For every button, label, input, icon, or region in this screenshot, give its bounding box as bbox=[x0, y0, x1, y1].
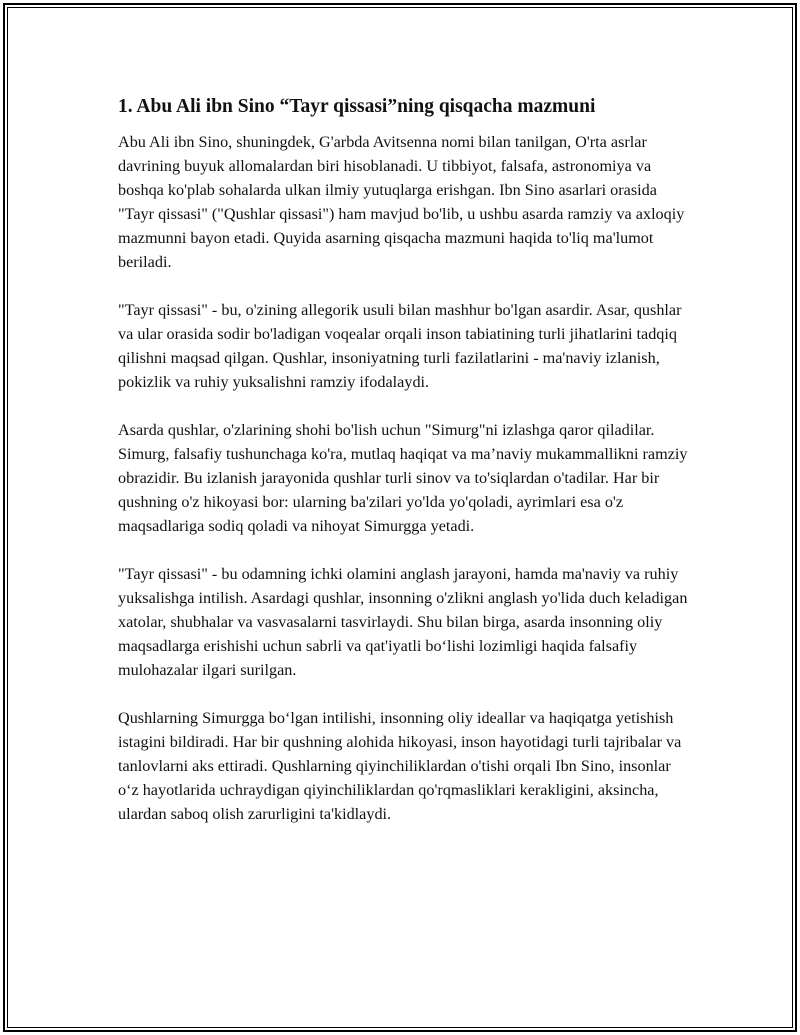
paragraph-inner-world: "Tayr qissasi" - bu odamning ichki olamini anglash jarayoni, hamda ma'naviy va ruhiy yuksalishga intilish. Asardagi qushlar, insonning o'zlikni anglash yo'lida duch keladigan xatolar, shubhalar va vasvasalarni tasvirlaydi. Shu bilan birga, asarda insonning oliy maqsadlarga erishishi uchun sabrli va qat'iyatli bo‘lishi lozimligi haqida falsafiy mulohazalar ilgari surilgan. bbox=[118, 565, 688, 679]
document-title: 1. Abu Ali ibn Sino “Tayr qissasi”ning qisqacha mazmuni bbox=[118, 96, 596, 117]
document-body bbox=[118, 94, 690, 850]
paragraph-simurg-quest: Asarda qushlar, o'zlarining shohi bo'lish uchun "Simurg"ni izlashga qaror qiladilar. Simurg, falsafiy tushunchaga ko'ra, mutlaq haqiqat va ma’naviy mukammallikni ramziy obrazidir. Bu izlanish jarayonida qushlar turli sinov va to'siqlardan o'tadilar. Har bir qushning o'z hikoyasi bor: ularning ba'zilari yo'lda yo'qoladi, ayrimlari esa o'z maqsadlariga sodiq qoladi va nihoyat Simurgga yetadi. bbox=[118, 421, 688, 535]
paragraph-intro: Abu Ali ibn Sino, shuningdek, G'arbda Avitsenna nomi bilan tanilgan, O'rta asrlar davrining buyuk allomalardan biri hisoblanadi. U tibbiyot, falsafa, astronomiya va boshqa ko'plab sohalarda ulkan ilmiy yutuqlarga erishgan. Ibn Sino asarlari orasida "Tayr qissasi" ("Qushlar qissasi") ham mavjud bo'lib, u ushbu asarda ramziy va axloqiy mazmunni bayon etadi. Quyida asarning qisqacha mazmuni haqida to'liq ma'lumot beriladi. bbox=[118, 133, 685, 271]
paragraph-conclusion: Qushlarning Simurgga bo‘lgan intilishi, insonning oliy ideallar va haqiqatga yetishish istagini bildiradi. Har bir qushning alohida hikoyasi, inson hayotidagi turli tajribalar va tanlovlarni aks ettiradi. Qushlarning qiyinchiliklardan o'tishi orqali Ibn Sino, insonlar o‘z hayotlarida uchraydigan qiyinchiliklardan qo'rqmasliklari kerakligini, aksincha, ulardan saboq olish zarurligini ta'kidlaydi. bbox=[118, 709, 682, 823]
paragraph-allegory: "Tayr qissasi" - bu, o'zining allegorik usuli bilan mashhur bo'lgan asardir. Asar, qushlar va ular orasida sodir bo'ladigan voqealar orqali inson tabiatining turli jihatlarini tadqiq qilishni maqsad qilgan. Qushlar, insoniyatning turli fazilatlarini - ma'naviy izlanish, pokizlik va ruhiy yuksalishni ramziy ifodalaydi. bbox=[118, 301, 682, 391]
